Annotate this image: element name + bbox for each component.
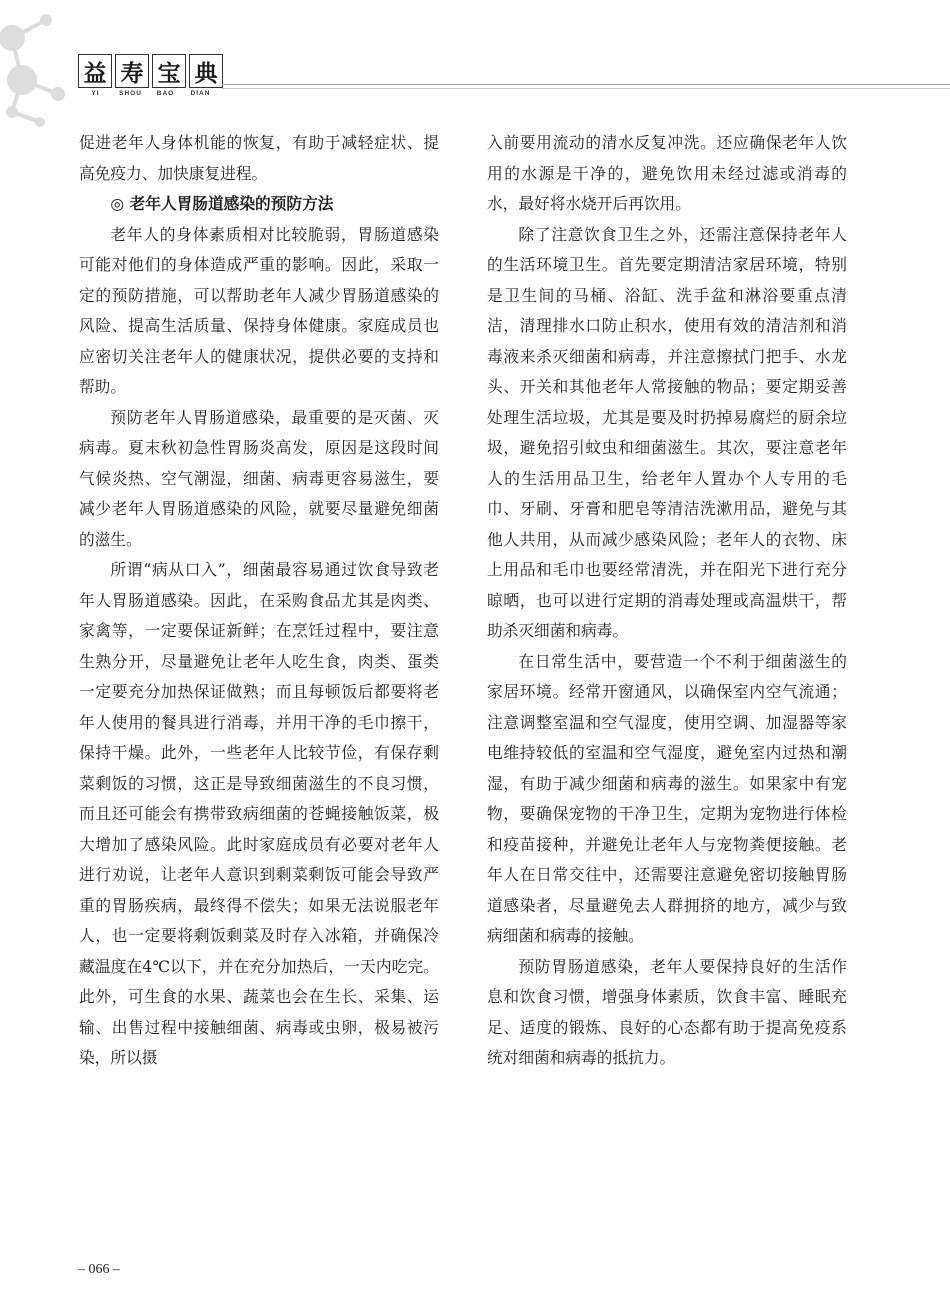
title-char: 寿 bbox=[115, 54, 149, 88]
section-heading: ◎ 老年人胃肠道感染的预防方法 bbox=[110, 194, 334, 213]
paragraph: 入前要用流动的清水反复冲洗。还应确保老年人饮用的水源是干净的，避免饮用未经过滤或消毒的水，最好将水烧开后再饮用。 bbox=[487, 133, 847, 213]
pinyin-syllable: BAO bbox=[156, 90, 175, 97]
page-number: – 066 – bbox=[78, 1262, 120, 1277]
paragraph: 除了注意饮食卫生之外，还需注意保持老年人的生活环境卫生。首先要定期清洁家居环境，特别是卫生间的马桶、浴缸、洗手盆和淋浴要重点清洁，清理排水口防止积水，使用有效的清洁剂和消毒液来杀灭细菌和病毒，并注意擦拭门把手、水龙头、开关和其他老年人常接触的物品；要定期妥善处理生活垃圾，尤其是要及时扔掉易腐烂的厨余垃圾，避免招引蚊虫和细菌滋生。其次，要注意老年人的生活用品卫生，给老年人置办个人专用的毛巾、牙刷、牙膏和肥皂等清洁洗漱用品，避免与其他人共用，从而减少感染风险；老年人的衣物、床上用品和毛巾也要经常清洗，并在阳光下进行充分晾晒，也可以进行定期的消毒处理或高温烘干，帮助杀灭细菌和病毒。 bbox=[487, 224, 847, 640]
paragraph: 在日常生活中，要营造一个不利于细菌滋生的家居环境。经常开窗通风，以确保室内空气流通；注意调整室温和空气湿度，使用空调、加湿器等家电维持较低的室温和空气湿度，避免室内过热和潮湿，有助于减少细菌和病毒的滋生。如果家中有宠物，要确保宠物的干净卫生，定期为宠物进行体检和疫苗接种，并避免让老年人与宠物粪便接触。老年人在日常交往中，还需要注意避免密切接触胃肠道感染者，尽量避免去人群拥挤的地方，减少与致病细菌和病毒的接触。 bbox=[487, 651, 847, 945]
pinyin-syllable: YI bbox=[91, 90, 100, 97]
paragraph: 老年人的身体素质相对比较脆弱，胃肠道感染可能对他们的身体造成严重的影响。因此，采取一定的预防措施，可以帮助老年人减少胃肠道感染的风险、提高生活质量、保持身体健康。家庭成员也应密切关注老年人的健康状况，提供必要的支持和帮助。 bbox=[79, 224, 439, 396]
left-column bbox=[79, 128, 439, 1074]
paragraph: 预防胃肠道感染，老年人要保持良好的生活作息和饮食习惯，增强身体素质，饮食丰富、睡眠充足、适度的锻炼、良好的心态都有助于提高免疫系统对细菌和病毒的抵抗力。 bbox=[487, 956, 847, 1067]
title-pinyin bbox=[78, 90, 218, 97]
title-char: 宝 bbox=[152, 54, 186, 88]
pinyin-syllable: DIAN bbox=[190, 90, 211, 97]
paragraph: 促进老年人身体机能的恢复，有助于减轻症状、提高免疫力、加快康复进程。 bbox=[79, 133, 439, 183]
right-column bbox=[487, 128, 847, 1074]
paragraph: 预防老年人胃肠道感染，最重要的是灭菌、灭病毒。夏末秋初急性胃肠炎高发，原因是这段时间气候炎热、空气潮湿，细菌、病毒更容易滋生，要减少老年人胃肠道感染的风险，就要尽量避免细菌的滋生。 bbox=[79, 407, 439, 549]
header-rule bbox=[222, 88, 950, 89]
header-rule bbox=[222, 84, 950, 85]
title-char: 典 bbox=[189, 54, 223, 88]
paragraph: 所谓“病从口入”，细菌最容易通过饮食导致老年人胃肠道感染。因此，在采购食品尤其是肉类、家禽等，一定要保证新鲜；在烹饪过程中，要注意生熟分开，尽量避免让老年人吃生食，肉类、蛋类一定要充分加热保证做熟；而且每顿饭后都要将老年人使用的餐具进行消毒，并用干净的毛巾擦干，保持干燥。此外，一些老年人比较节俭，有保存剩菜剩饭的习惯，这正是导致细菌滋生的不良习惯，而且还可能会有携带致病细菌的苍蝇接触饭菜，极大增加了感染风险。此时家庭成员有必要对老年人进行劝说，让老年人意识到剩菜剩饭可能会导致严重的胃肠疾病，最终得不偿失；如果无法说服老年人，也一定要将剩饭剩菜及时存入冰箱，并确保冷藏温度在4℃以下，并在充分加热后，一天内吃完。此外，可生食的水果、蔬菜也会在生长、采集、运输、出售过程中接触细菌、病毒或虫卵，极易被污染，所以摄 bbox=[79, 560, 439, 1067]
pinyin-syllable: SHOU bbox=[119, 90, 142, 97]
magazine-title bbox=[78, 54, 226, 88]
title-char: 益 bbox=[78, 54, 112, 88]
